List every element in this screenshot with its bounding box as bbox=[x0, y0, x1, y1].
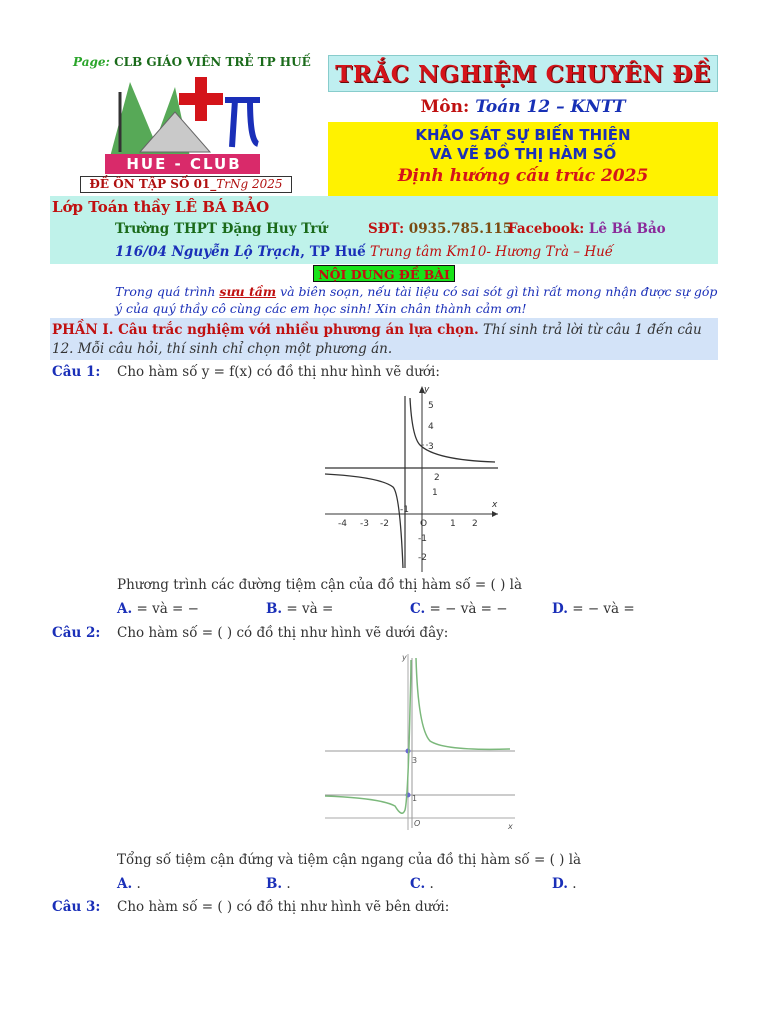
page-label: Page: CLB GIÁO VIÊN TRẺ TP HUẾ bbox=[73, 55, 311, 69]
q2-option-c[interactable]: C. . bbox=[410, 876, 434, 892]
phone: SĐT: 0935.785.115 bbox=[368, 221, 513, 237]
school-name: Trường THPT Đặng Huy Trứ bbox=[115, 221, 328, 237]
facebook-link[interactable]: Facebook: Lê Bá Bảo bbox=[508, 221, 666, 237]
question-1-label: Câu 1: bbox=[52, 364, 101, 380]
q2-option-d[interactable]: D. . bbox=[552, 876, 577, 892]
y-tick-3: 3 bbox=[412, 756, 418, 765]
question-3-stem: Cho hàm số = ( ) có đồ thị như hình vẽ bên dưới: bbox=[117, 899, 450, 915]
x-tick-neg2: -2 bbox=[380, 519, 389, 529]
q2-option-b[interactable]: B. . bbox=[266, 876, 291, 892]
topic-line-1: KHẢO SÁT SỰ BIẾN THIÊN bbox=[415, 126, 631, 144]
y-tick-1: 1 bbox=[412, 794, 418, 803]
y-axis-label: y bbox=[402, 653, 407, 662]
x-axis-label: x bbox=[508, 822, 513, 831]
exam-label: ĐỀ ÔN TẬP SỐ 01_TrNg 2025 bbox=[80, 176, 292, 193]
x-tick-neg1: -1 bbox=[400, 505, 409, 515]
x-axis-label: x bbox=[492, 500, 498, 510]
q1-option-b[interactable]: B. = và = bbox=[266, 601, 334, 617]
x-tick-2: 2 bbox=[472, 519, 478, 529]
q2-option-a[interactable]: A. . bbox=[117, 876, 141, 892]
center-address: Trung tâm Km10- Hương Trà – Huế bbox=[370, 244, 614, 260]
part-heading: PHẦN I. Câu trắc nghiệm với nhiều phương án lựa chọn. Thí sinh trả lời từ câu 1 đến câu 12. Mỗi câu hỏi, thí sinh chỉ chọn một phương án. bbox=[50, 318, 718, 360]
origin-label: O bbox=[420, 519, 428, 529]
topic-box bbox=[328, 122, 718, 196]
page-title: TRẮC NGHIỆM CHUYÊN ĐỀ bbox=[328, 55, 718, 92]
q1-option-d[interactable]: D. = − và = bbox=[552, 601, 635, 617]
q1-option-a[interactable]: A. = và = − bbox=[117, 601, 199, 617]
question-1-graph bbox=[320, 382, 502, 574]
y-tick-neg2: -2 bbox=[418, 553, 427, 563]
question-2-graph bbox=[320, 648, 520, 833]
question-2-sub: Tổng số tiệm cận đứng và tiệm cận ngang của đồ thị hàm số = ( ) là bbox=[117, 852, 582, 868]
question-1-stem: Cho hàm số y = f(x) có đồ thị như hình vẽ dưới: bbox=[117, 364, 440, 380]
y-tick-neg1: -1 bbox=[418, 534, 427, 544]
y-axis-label: y bbox=[424, 385, 430, 395]
question-1-sub: Phương trình các đường tiệm cận của đồ thị hàm số = ( ) là bbox=[117, 577, 522, 593]
question-2-stem: Cho hàm số = ( ) có đồ thị như hình vẽ dưới đây: bbox=[117, 625, 449, 641]
x-tick-1: 1 bbox=[450, 519, 456, 529]
x-tick-neg3: -3 bbox=[360, 519, 369, 529]
y-tick-5: 5 bbox=[428, 401, 434, 411]
y-tick-3: 3 bbox=[428, 442, 434, 452]
question-3-label: Câu 3: bbox=[52, 899, 101, 915]
subject-line: Môn: Toán 12 – KNTT bbox=[420, 97, 626, 117]
q1-option-c[interactable]: C. = − và = − bbox=[410, 601, 508, 617]
y-tick-2: 2 bbox=[434, 473, 440, 483]
question-2-label: Câu 2: bbox=[52, 625, 101, 641]
y-tick-4: 4 bbox=[428, 422, 434, 432]
logo-text: HUE - CLUB bbox=[126, 155, 242, 173]
topic-line-2: VÀ VẼ ĐỒ THỊ HÀM SỐ bbox=[429, 145, 617, 163]
teacher-line: Lớp Toán thầy LÊ BÁ BẢO bbox=[52, 198, 270, 216]
x-tick-neg4: -4 bbox=[338, 519, 347, 529]
address: 116/04 Nguyễn Lộ Trạch, TP Huế bbox=[115, 244, 366, 260]
orientation-line: Định hướng cấu trúc 2025 bbox=[397, 166, 649, 186]
intro-text: Trong quá trình sưu tầm và biên soạn, nếu tài liệu có sai sót gì thì rất mong nhận được sự góp ý của quý thầy cô cùng các em học sinh! Xin chân thành cảm ơn! bbox=[115, 284, 718, 316]
origin-label: O bbox=[414, 819, 421, 828]
content-title: NỘI DUNG ĐỀ BÀI bbox=[313, 265, 455, 282]
y-tick-1: 1 bbox=[432, 488, 438, 498]
